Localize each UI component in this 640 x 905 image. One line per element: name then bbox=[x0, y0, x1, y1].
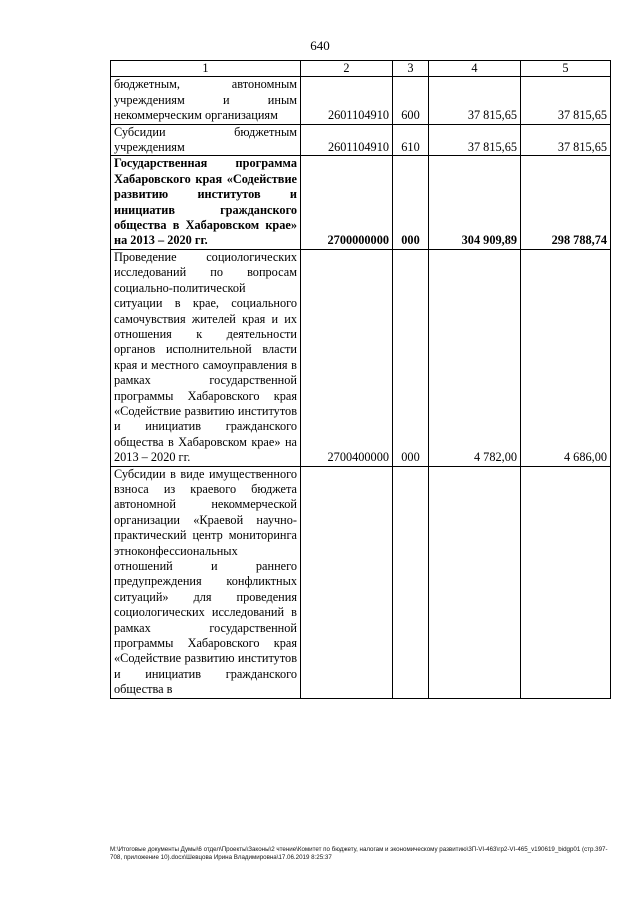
row-sum-2020: 37 815,65 bbox=[521, 124, 611, 156]
row-sum-2019: 37 815,65 bbox=[429, 77, 521, 124]
table-row bbox=[111, 156, 611, 249]
row-name: Проведение социологических исследований по вопросам социально-политической ситуации в крае, социального самочувствия жителей края и их отношения к деятельности органов исполнительной власти края и местного самоуправления в рамках государственной программы Хабаровского края «Содействие развитию институтов и инициатив гражданского общества в Хабаровском крае» на 2013 – 2020 гг. bbox=[111, 249, 301, 466]
row-vr: 610 bbox=[393, 124, 429, 156]
row-name: Субсидии в виде имущественного взноса из краевого бюджета автономной некоммерческой организации «Краевой научно-практический центр мониторинга этноконфессиональных отношений и раннего предупреждения конфликтных ситуаций» для проведения социологических исследований в рамках государственной программы Хабаровского края «Содействие развитию институтов и инициатив гражданского общества в bbox=[111, 466, 301, 698]
row-sum-2019 bbox=[429, 466, 521, 698]
table-row bbox=[111, 466, 611, 698]
table-row bbox=[111, 77, 611, 124]
file-path-footer: M:\Итоговые документы Думы\6 отдел\Проекты\Законы\2 чтение\Комитет по бюджету, налогам и экономическому развитию\3П-VI-463\гр2-VI-465_v190619_bidgp01 (стр.397-708, приложение 10).docx\Шевцова Ирина Владимировна\17.06.2019 8:25:37 bbox=[110, 846, 608, 861]
row-vr: 000 bbox=[393, 249, 429, 466]
table-row bbox=[111, 249, 611, 466]
table-row bbox=[111, 124, 611, 156]
row-vr: 000 bbox=[393, 156, 429, 249]
row-sum-2019: 4 782,00 bbox=[429, 249, 521, 466]
row-sum-2020: 4 686,00 bbox=[521, 249, 611, 466]
header-col-3: 3 bbox=[393, 61, 429, 77]
row-csr: 2601104910 bbox=[301, 124, 393, 156]
row-name: Субсидии бюджетным учреждениям bbox=[111, 124, 301, 156]
page-number: 640 bbox=[310, 38, 330, 53]
row-sum-2019: 37 815,65 bbox=[429, 124, 521, 156]
row-csr bbox=[301, 466, 393, 698]
row-name: бюджетным, автономным учреждениям и иным некоммерческим организациям bbox=[111, 77, 301, 124]
header-col-5: 5 bbox=[521, 61, 611, 77]
row-csr: 2700400000 bbox=[301, 249, 393, 466]
header-col-1: 1 bbox=[111, 61, 301, 77]
row-sum-2020: 37 815,65 bbox=[521, 77, 611, 124]
header-col-2: 2 bbox=[301, 61, 393, 77]
header-row bbox=[111, 61, 611, 77]
row-sum-2020: 298 788,74 bbox=[521, 156, 611, 249]
header-col-4: 4 bbox=[429, 61, 521, 77]
row-sum-2020 bbox=[521, 466, 611, 698]
row-csr: 2700000000 bbox=[301, 156, 393, 249]
row-vr bbox=[393, 466, 429, 698]
row-vr: 600 bbox=[393, 77, 429, 124]
row-name: Государственная программа Хабаровского края «Содействие развитию институтов и инициатив гражданского общества в Хабаровском крае» на 2013 – 2020 гг. bbox=[111, 156, 301, 249]
row-sum-2019: 304 909,89 bbox=[429, 156, 521, 249]
budget-table bbox=[110, 60, 611, 699]
row-csr: 2601104910 bbox=[301, 77, 393, 124]
